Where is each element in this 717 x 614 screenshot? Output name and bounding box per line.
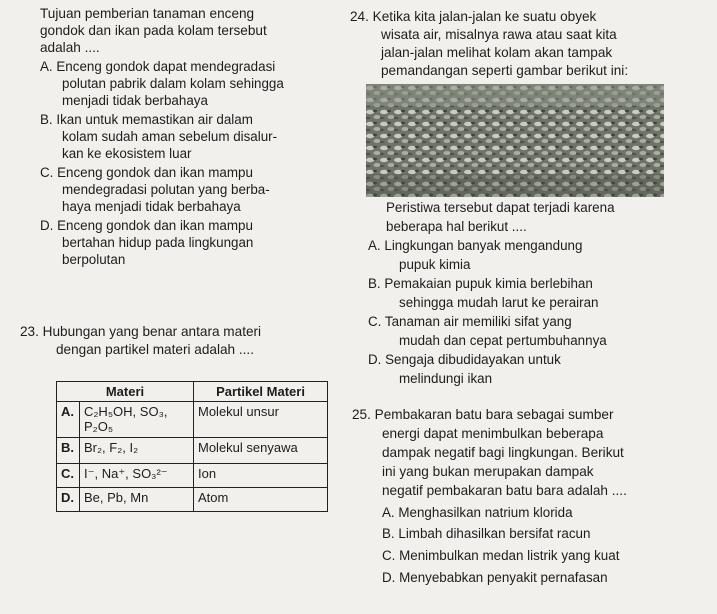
row-partikel: Ion xyxy=(194,464,328,488)
swamp-water-hyacinth-photo xyxy=(366,84,664,197)
q24-after-image-line: Peristiwa tersebut dapat terjadi karena xyxy=(386,200,615,215)
row-key: D. xyxy=(57,488,80,512)
table-header-materi: Materi xyxy=(57,382,194,402)
q22-option-d-line: berpolutan xyxy=(62,252,126,267)
q22-option-d-line: bertahan hidup pada lingkungan xyxy=(62,235,254,250)
swamp-photo-illustration xyxy=(366,84,664,197)
q22-option-c-line: haya menjadi tidak berbahaya xyxy=(62,199,241,214)
q22-option-d: D. Enceng gondok dan ikan mampu xyxy=(40,218,253,233)
q23-stem-line: dengan partikel materi adalah .... xyxy=(56,342,254,357)
q22-option-a: A. Enceng gondok dapat mendegradasi xyxy=(40,59,276,74)
q22-option-a-line: polutan pabrik dalam kolam sehingga xyxy=(62,76,284,91)
q25-stem-line: dampak negatif bagi lingkungan. Berikut xyxy=(382,445,624,460)
row-key: C. xyxy=(57,464,80,488)
q24-option-c-line: mudah dan cepat pertumbuhannya xyxy=(399,333,607,348)
q25-option-d: D. Menyebabkan penyakit pernafasan xyxy=(382,570,608,585)
q22-stem-line: adalah .... xyxy=(40,40,100,55)
q22-option-b-line: kan ke ekosistem luar xyxy=(62,146,192,161)
q25-stem-line: 25. Pembakaran batu bara sebagai sumber xyxy=(352,407,614,422)
q22-option-a-line: menjadi tidak berbahaya xyxy=(62,93,208,108)
table-row xyxy=(57,402,328,438)
q25-option-b: B. Limbah dihasilkan bersifat racun xyxy=(382,526,591,541)
row-partikel: Molekul senyawa xyxy=(194,438,328,464)
q24-option-a: A. Lingkungan banyak mengandung xyxy=(368,238,583,253)
matter-particle-table xyxy=(56,381,328,512)
q24-option-b-line: sehingga mudah larut ke perairan xyxy=(399,295,599,310)
q25-option-c: C. Menimbulkan medan listrik yang kuat xyxy=(382,548,620,563)
row-partikel: Molekul unsur xyxy=(194,402,328,438)
q24-stem-line: pemandangan seperti gambar berikut ini: xyxy=(381,63,629,78)
q22-option-c-line: mendegradasi polutan yang berba- xyxy=(62,182,270,197)
q24-stem-line: jalan-jalan melihat kolam akan tampak xyxy=(381,45,613,60)
q24-after-image-line: beberapa hal berikut .... xyxy=(386,219,527,234)
q23-stem-line: 23. Hubungan yang benar antara materi xyxy=(20,324,262,339)
row-materi: I⁻, Na⁺, SO₃²⁻ xyxy=(80,464,194,488)
q22-stem-line: Tujuan pemberian tanaman enceng xyxy=(40,6,255,21)
row-materi: C₂H₅OH, SO₃, P₂O₅ xyxy=(80,402,194,438)
q22-stem-line: gondok dan ikan pada kolam tersebut xyxy=(40,23,267,38)
q24-option-d-line: melindungi ikan xyxy=(399,371,493,386)
q25-stem-line: ini yang bukan merupakan dampak xyxy=(382,464,594,479)
q24-option-c: C. Tanaman air memiliki sifat yang xyxy=(368,314,572,329)
table-row xyxy=(57,438,328,464)
table-header-partikel: Partikel Materi xyxy=(194,382,328,402)
q25-option-a: A. Menghasilkan natrium klorida xyxy=(382,505,573,520)
q24-stem-line: 24. Ketika kita jalan-jalan ke suatu obyek xyxy=(350,9,597,24)
row-key: B. xyxy=(57,438,80,464)
q22-option-c: C. Enceng gondok dan ikan mampu xyxy=(40,165,253,180)
row-materi: Be, Pb, Mn xyxy=(80,488,194,512)
q22-option-b-line: kolam sudah aman sebelum disalur- xyxy=(62,129,278,144)
q24-option-a-line: pupuk kimia xyxy=(399,257,471,272)
q25-stem-line: energi dapat menimbulkan beberapa xyxy=(382,426,604,441)
q25-stem-line: negatif pembakaran batu bara adalah .... xyxy=(382,483,627,498)
table-row xyxy=(57,464,328,488)
q24-stem-line: wisata air, misalnya rawa atau saat kita xyxy=(381,27,617,42)
row-partikel: Atom xyxy=(194,488,328,512)
q22-option-b: B. Ikan untuk memastikan air dalam xyxy=(40,112,253,127)
q24-option-d: D. Sengaja dibudidayakan untuk xyxy=(368,352,561,367)
q24-option-b: B. Pemakaian pupuk kimia berlebihan xyxy=(368,276,593,291)
row-key: A. xyxy=(57,402,80,438)
row-materi: Br₂, F₂, I₂ xyxy=(80,438,194,464)
table-row xyxy=(57,488,328,512)
